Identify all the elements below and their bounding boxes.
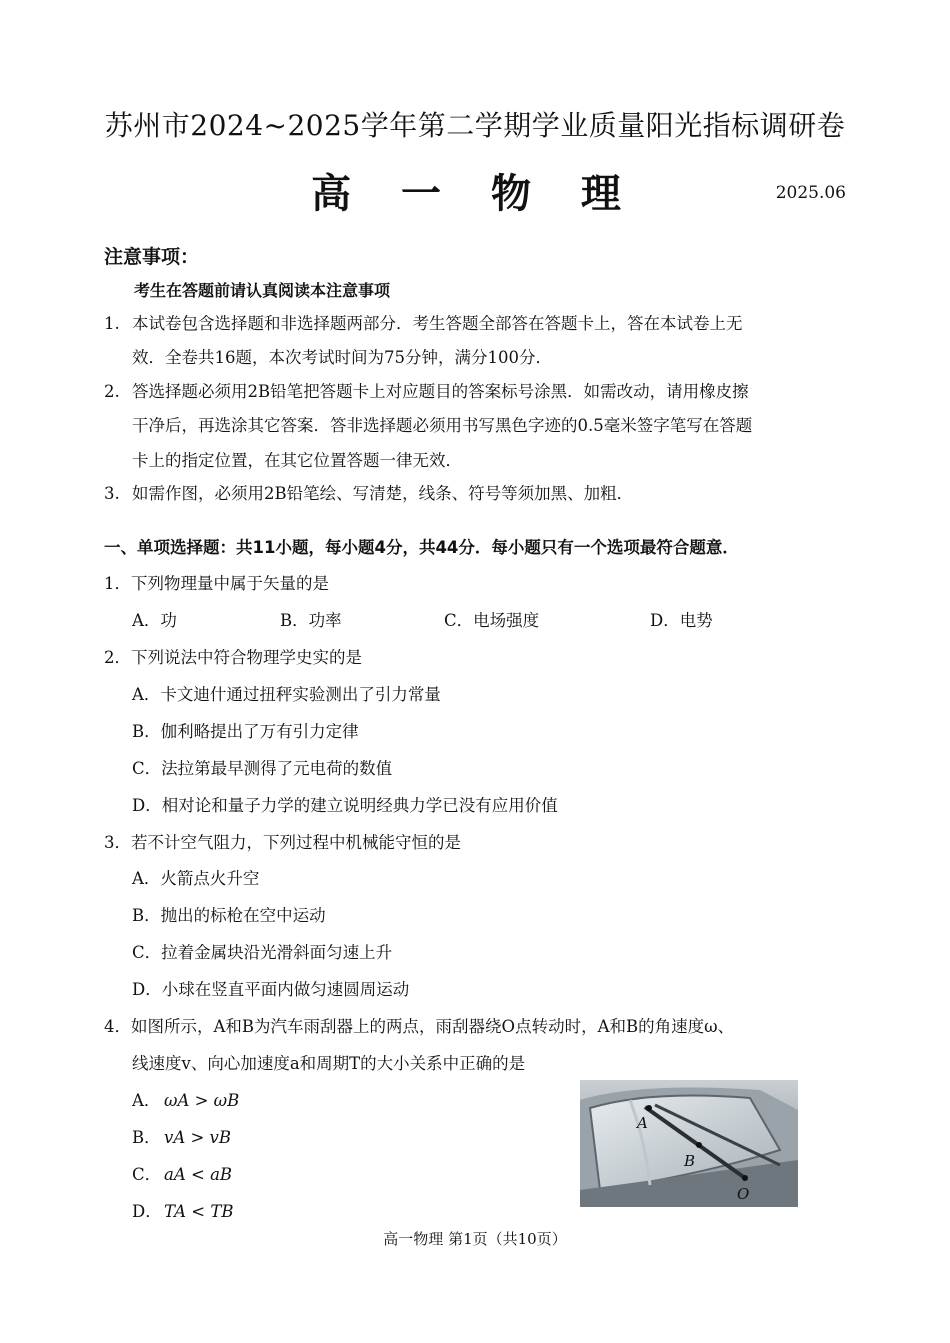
notice-item-number: 3.	[104, 484, 120, 503]
notice-item-text: 如需作图，必须用2B铅笔绘、写清楚，线条、符号等须加黑、加粗．	[132, 484, 634, 503]
question-2-stem: 2．下列说法中符合物理学史实的是	[104, 648, 362, 667]
question-3-stem: 3．若不计空气阻力，下列过程中机械能守恒的是	[104, 833, 461, 852]
question-2-option-c: C．法拉第最早测得了元电荷的数值	[132, 759, 393, 778]
question-3-option-b: B．抛出的标枪在空中运动	[132, 906, 326, 925]
label-b: B	[684, 1152, 696, 1170]
question-4-option-b: B． vA > vB	[132, 1128, 231, 1147]
notice-item-text: 本试卷包含选择题和非选择题两部分．考生答题全部答在答题卡上，答在本试卷上无	[132, 314, 743, 333]
exam-title: 苏州市2024~2025学年第二学期学业质量阳光指标调研卷	[104, 109, 846, 142]
point-b-marker	[696, 1142, 702, 1148]
point-o-marker	[742, 1175, 748, 1181]
notice-item-1-line-1	[104, 314, 743, 334]
question-4-option-a: A． ωA > ωB	[132, 1091, 240, 1110]
label-o: O	[737, 1185, 750, 1203]
notice-item-2-line-3: 卡上的指定位置，在其它位置答题一律无效．	[132, 451, 462, 470]
math-expression: aA < aB	[164, 1165, 233, 1184]
wiper-figure	[580, 1080, 798, 1207]
math-expression: vA > vB	[164, 1128, 231, 1147]
question-1-option-d: D．电势	[650, 611, 713, 630]
question-3-option-a: A．火箭点火升空	[132, 869, 260, 888]
windshield-wiper-illustration	[580, 1080, 798, 1207]
notice-item-text: 答选择题必须用2B铅笔把答题卡上对应题目的答案标号涂黑．如需改动，请用橡皮擦	[132, 382, 749, 401]
subject-title: 高 一 物 理	[311, 170, 639, 217]
label-a: A	[637, 1114, 648, 1132]
math-expression: TA < TB	[164, 1202, 234, 1221]
section-heading: 一、单项选择题：共11小题，每小题4分，共44分．每小题只有一个选项最符合题意．	[104, 538, 739, 557]
exam-date: 2025.06	[775, 183, 846, 203]
notice-item-1-line-2: 效．全卷共16题，本次考试时间为75分钟，满分100分．	[132, 348, 552, 367]
question-1-option-c: C．电场强度	[444, 611, 540, 630]
math-expression: ωA > ωB	[164, 1091, 240, 1110]
question-1-option-a: A．功	[132, 611, 177, 630]
question-3-option-d: D．小球在竖直平面内做匀速圆周运动	[132, 980, 410, 999]
notice-subheading: 考生在答题前请认真阅读本注意事项	[134, 281, 391, 300]
notice-heading: 注意事项：	[104, 246, 200, 268]
question-2-option-b: B．伽利略提出了万有引力定律	[132, 722, 359, 741]
question-4-option-d: D． TA < TB	[132, 1202, 234, 1221]
question-4-option-c: C． aA < aB	[132, 1165, 233, 1184]
question-3-option-c: C．拉着金属块沿光滑斜面匀速上升	[132, 943, 393, 962]
question-1-option-b: B．功率	[280, 611, 342, 630]
notice-item-number: 2.	[104, 382, 120, 401]
point-a-marker	[646, 1105, 652, 1111]
question-4-stem-line-2: 线速度v、向心加速度a和周期T的大小关系中正确的是	[132, 1054, 526, 1073]
notice-item-2-line-1	[104, 382, 749, 402]
notice-item-3-line-1	[104, 484, 633, 504]
question-2-option-d: D．相对论和量子力学的建立说明经典力学已没有应用价值	[132, 796, 558, 815]
notice-item-number: 1.	[104, 314, 120, 333]
notice-item-2-line-2: 干净后，再选涂其它答案．答非选择题必须用书写黑色字迹的0.5毫米签字笔写在答题	[132, 416, 753, 435]
question-4-stem-line-1: 4．如图所示，A和B为汽车雨刮器上的两点，雨刮器绕O点转动时，A和B的角速度ω、	[104, 1017, 735, 1036]
question-1-stem: 1．下列物理量中属于矢量的是	[104, 574, 329, 593]
page-footer: 高一物理 第1页（共10页）	[383, 1230, 567, 1248]
question-2-option-a: A．卡文迪什通过扭秤实验测出了引力常量	[132, 685, 441, 704]
